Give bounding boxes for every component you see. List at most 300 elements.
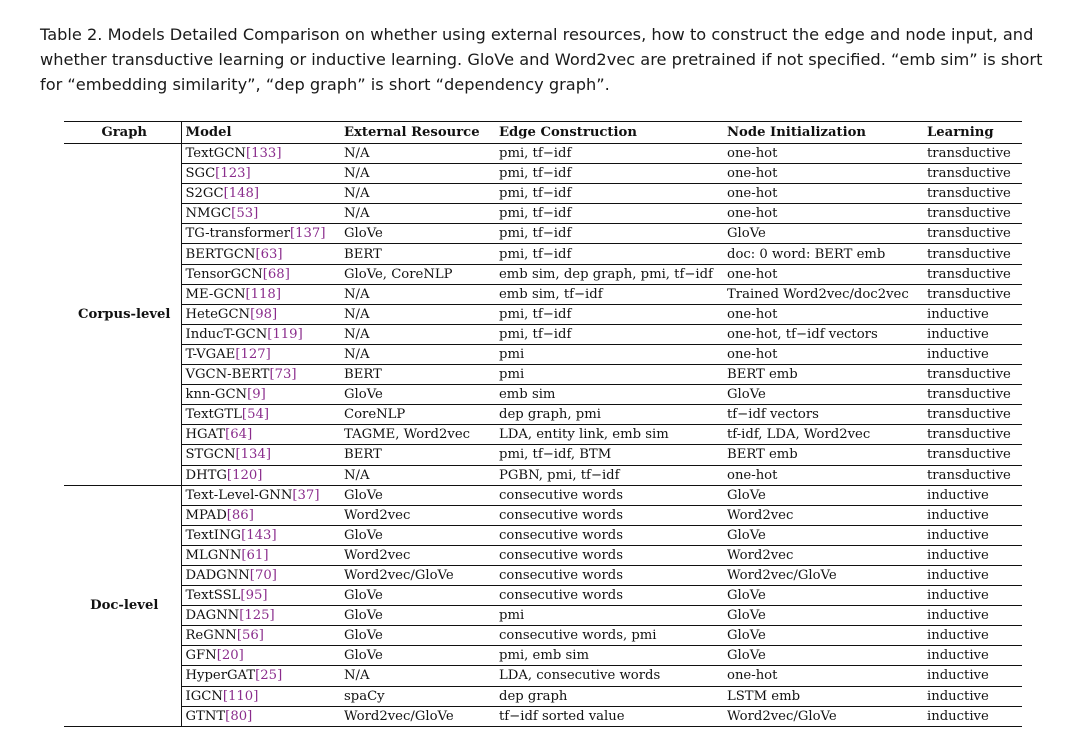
node-initialization-cell: Word2vec/GloVe: [723, 565, 923, 585]
model-name: BERTGCN: [185, 246, 256, 262]
table-row: [64, 344, 1022, 364]
citation-link[interactable]: 64: [230, 427, 248, 443]
table-row: [64, 525, 1022, 545]
citation-close-bracket: ]: [247, 427, 253, 443]
learning-cell: inductive: [923, 485, 1022, 505]
external-resource-cell: N/A: [340, 164, 495, 184]
header-node-initialization: Node Initialization: [723, 122, 923, 144]
external-resource-cell: BERT: [340, 445, 495, 465]
table-row: [64, 304, 1022, 324]
external-resource-cell: GloVe: [340, 525, 495, 545]
table-row: [64, 606, 1022, 626]
citation-link[interactable]: 127: [240, 346, 266, 362]
learning-cell: inductive: [923, 545, 1022, 565]
edge-construction-cell: pmi, emb sim: [495, 646, 723, 666]
table-caption: Table 2. Models Detailed Comparison on whether using external resources, how to construct the edge and node input, and whether transductive learning or inductive learning. GloVe and Word2vec are pretrained if not specified. “emb sim” is short for “embedding similarity”, “dep graph” is short “dependency graph”.: [40, 25, 1043, 94]
model-name: DADGNN: [185, 568, 250, 584]
edge-construction-cell: pmi: [495, 606, 723, 626]
external-resource-cell: GloVe: [340, 224, 495, 244]
citation-open-bracket: [: [247, 387, 253, 403]
table-row: [64, 365, 1022, 385]
citation-close-bracket: ]: [297, 326, 303, 342]
table-row: [64, 405, 1022, 425]
citation-link[interactable]: 134: [240, 447, 266, 463]
citation-close-bracket: ]: [253, 206, 259, 222]
table-row: [64, 646, 1022, 666]
learning-cell: inductive: [923, 686, 1022, 706]
model-cell: [181, 425, 340, 445]
model-name: GTNT: [185, 708, 226, 724]
node-initialization-cell: GloVe: [723, 586, 923, 606]
citation-close-bracket: ]: [265, 447, 271, 463]
model-cell: [181, 365, 340, 385]
citation-link[interactable]: 143: [246, 527, 272, 543]
citation-open-bracket: [: [241, 527, 247, 543]
node-initialization-cell: one-hot: [723, 264, 923, 284]
external-resource-cell: Word2vec/GloVe: [340, 706, 495, 726]
model-name: GFN: [185, 648, 217, 664]
node-initialization-cell: one-hot: [723, 144, 923, 164]
learning-cell: transductive: [923, 264, 1022, 284]
comparison-table: [64, 121, 1022, 727]
table-row: [64, 666, 1022, 686]
external-resource-cell: Word2vec: [340, 505, 495, 525]
model-name: Text-Level-GNN: [185, 487, 293, 503]
table-row: [64, 144, 1022, 164]
table-row: [64, 224, 1022, 244]
model-cell: [181, 485, 340, 505]
edge-construction-cell: dep graph, pmi: [495, 405, 723, 425]
model-name: DHTG: [185, 467, 227, 483]
node-initialization-cell: one-hot: [723, 465, 923, 485]
learning-cell: transductive: [923, 164, 1022, 184]
learning-cell: transductive: [923, 284, 1022, 304]
model-cell: [181, 405, 340, 425]
edge-construction-cell: pmi, tf−idf, BTM: [495, 445, 723, 465]
citation-open-bracket: [: [269, 367, 275, 383]
learning-cell: transductive: [923, 184, 1022, 204]
model-cell: [181, 586, 340, 606]
table-row: [64, 284, 1022, 304]
citation-close-bracket: ]: [247, 708, 253, 724]
external-resource-cell: BERT: [340, 244, 495, 264]
node-initialization-cell: tf-idf, LDA, Word2vec: [723, 425, 923, 445]
edge-construction-cell: LDA, entity link, emb sim: [495, 425, 723, 445]
citation-close-bracket: ]: [258, 628, 264, 644]
learning-cell: transductive: [923, 365, 1022, 385]
citation-open-bracket: [: [267, 326, 273, 342]
model-name: HyperGAT: [185, 668, 256, 684]
citation-open-bracket: [: [226, 507, 232, 523]
model-cell: [181, 525, 340, 545]
citation-link[interactable]: 61: [246, 547, 264, 563]
citation-open-bracket: [: [255, 246, 261, 262]
table-row: [64, 485, 1022, 505]
learning-cell: transductive: [923, 405, 1022, 425]
citation-open-bracket: [: [250, 306, 256, 322]
node-initialization-cell: one-hot: [723, 666, 923, 686]
node-initialization-cell: BERT emb: [723, 445, 923, 465]
table-row: [64, 204, 1022, 224]
citation-link[interactable]: 98: [255, 306, 273, 322]
node-initialization-cell: one-hot: [723, 184, 923, 204]
citation-close-bracket: ]: [271, 527, 277, 543]
node-initialization-cell: tf−idf vectors: [723, 405, 923, 425]
table-row: [64, 465, 1022, 485]
node-initialization-cell: GloVe: [723, 224, 923, 244]
table-row: [64, 706, 1022, 726]
external-resource-cell: N/A: [340, 184, 495, 204]
model-name: TextING: [185, 527, 242, 543]
model-cell: [181, 445, 340, 465]
citation-link[interactable]: 25: [260, 668, 278, 684]
edge-construction-cell: pmi, tf−idf: [495, 324, 723, 344]
citation-open-bracket: [: [255, 668, 261, 684]
model-cell: [181, 565, 340, 585]
external-resource-cell: N/A: [340, 144, 495, 164]
edge-construction-cell: pmi, tf−idf: [495, 144, 723, 164]
table-row: [64, 586, 1022, 606]
external-resource-cell: N/A: [340, 204, 495, 224]
model-name: IGCN: [185, 688, 223, 704]
citation-close-bracket: ]: [277, 246, 283, 262]
table-row: [64, 324, 1022, 344]
table-row: [64, 626, 1022, 646]
node-initialization-cell: GloVe: [723, 626, 923, 646]
citation-link[interactable]: 119: [272, 326, 298, 342]
model-name: T-VGAE: [185, 346, 236, 362]
node-initialization-cell: LSTM emb: [723, 686, 923, 706]
external-resource-cell: GloVe: [340, 385, 495, 405]
edge-construction-cell: pmi, tf−idf: [495, 204, 723, 224]
node-initialization-cell: Trained Word2vec/doc2vec: [723, 284, 923, 304]
model-name: NMGC: [185, 206, 232, 222]
model-cell: [181, 626, 340, 646]
model-name: S2GC: [185, 186, 224, 202]
citation-close-bracket: ]: [238, 648, 244, 664]
citation-close-bracket: ]: [262, 588, 268, 604]
model-name: SGC: [185, 166, 216, 182]
external-resource-cell: N/A: [340, 666, 495, 686]
node-initialization-cell: Word2vec/GloVe: [723, 706, 923, 726]
model-name: ReGNN: [185, 628, 237, 644]
citation-close-bracket: ]: [272, 306, 278, 322]
model-cell: [181, 465, 340, 485]
learning-cell: inductive: [923, 646, 1022, 666]
table-row: [64, 505, 1022, 525]
citation-close-bracket: ]: [320, 226, 326, 242]
edge-construction-cell: pmi, tf−idf: [495, 224, 723, 244]
model-cell: [181, 144, 340, 164]
citation-close-bracket: ]: [257, 467, 263, 483]
citation-close-bracket: ]: [284, 266, 290, 282]
model-name: MPAD: [185, 507, 227, 523]
external-resource-cell: Word2vec: [340, 545, 495, 565]
edge-construction-cell: pmi, tf−idf: [495, 244, 723, 264]
model-name: InducT-GCN: [185, 326, 268, 342]
citation-link[interactable]: 20: [221, 648, 239, 664]
edge-construction-cell: consecutive words: [495, 505, 723, 525]
edge-construction-cell: pmi: [495, 365, 723, 385]
citation-close-bracket: ]: [260, 387, 266, 403]
edge-construction-cell: pmi, tf−idf: [495, 164, 723, 184]
external-resource-cell: spaCy: [340, 686, 495, 706]
citation-close-bracket: ]: [265, 346, 271, 362]
model-cell: [181, 304, 340, 324]
model-cell: [181, 204, 340, 224]
node-initialization-cell: GloVe: [723, 646, 923, 666]
learning-cell: transductive: [923, 224, 1022, 244]
model-cell: [181, 666, 340, 686]
citation-link[interactable]: 125: [244, 608, 270, 624]
citation-link[interactable]: 37: [297, 487, 315, 503]
model-cell: [181, 505, 340, 525]
model-cell: [181, 324, 340, 344]
table-row: [64, 385, 1022, 405]
model-name: TextSSL: [185, 588, 241, 604]
learning-cell: transductive: [923, 465, 1022, 485]
external-resource-cell: TAGME, Word2vec: [340, 425, 495, 445]
node-initialization-cell: one-hot, tf−idf vectors: [723, 324, 923, 344]
edge-construction-cell: consecutive words: [495, 525, 723, 545]
table-body: [64, 144, 1022, 727]
citation-link[interactable]: 123: [220, 166, 246, 182]
external-resource-cell: N/A: [340, 324, 495, 344]
citation-link[interactable]: 118: [250, 286, 276, 302]
model-name: MLGNN: [185, 547, 242, 563]
citation-close-bracket: ]: [248, 507, 254, 523]
model-cell: [181, 706, 340, 726]
external-resource-cell: N/A: [340, 304, 495, 324]
model-name: TextGTL: [185, 407, 242, 423]
header-external-resource: External Resource: [340, 122, 495, 144]
table-row: [64, 425, 1022, 445]
citation-link[interactable]: 63: [260, 246, 278, 262]
citation-open-bracket: [: [290, 226, 296, 242]
node-initialization-cell: one-hot: [723, 164, 923, 184]
node-initialization-cell: one-hot: [723, 204, 923, 224]
table-row: [64, 264, 1022, 284]
node-initialization-cell: GloVe: [723, 385, 923, 405]
header-edge-construction: Edge Construction: [495, 122, 723, 144]
citation-open-bracket: [: [225, 427, 231, 443]
citation-open-bracket: [: [235, 447, 241, 463]
model-name: TextGCN: [185, 146, 246, 162]
learning-cell: inductive: [923, 525, 1022, 545]
model-name: TensorGCN: [185, 266, 263, 282]
citation-close-bracket: ]: [314, 487, 320, 503]
model-name: HeteGCN: [185, 306, 251, 322]
model-name: DAGNN: [185, 608, 240, 624]
citation-link[interactable]: 56: [242, 628, 259, 644]
external-resource-cell: N/A: [340, 344, 495, 364]
citation-open-bracket: [: [215, 166, 221, 182]
citation-link[interactable]: 54: [247, 407, 264, 423]
table-row: [64, 565, 1022, 585]
model-name: knn-GCN: [185, 387, 248, 403]
citation-link[interactable]: 80: [230, 708, 248, 724]
edge-construction-cell: pmi, tf−idf: [495, 184, 723, 204]
citation-link[interactable]: 137: [295, 226, 321, 242]
node-initialization-cell: one-hot: [723, 304, 923, 324]
citation-open-bracket: [: [245, 146, 252, 162]
citation-open-bracket: [: [292, 487, 298, 503]
citation-link[interactable]: 133: [251, 146, 277, 162]
citation-open-bracket: [: [262, 266, 268, 282]
citation-open-bracket: [: [249, 568, 255, 584]
model-cell: [181, 224, 340, 244]
citation-close-bracket: ]: [276, 146, 282, 162]
external-resource-cell: N/A: [340, 465, 495, 485]
citation-open-bracket: [: [236, 628, 243, 644]
external-resource-cell: GloVe: [340, 646, 495, 666]
citation-open-bracket: [: [231, 206, 237, 222]
citation-close-bracket: ]: [269, 608, 275, 624]
learning-cell: transductive: [923, 425, 1022, 445]
node-initialization-cell: BERT emb: [723, 365, 923, 385]
model-name: ME-GCN: [185, 286, 246, 302]
citation-open-bracket: [: [241, 547, 247, 563]
learning-cell: transductive: [923, 445, 1022, 465]
citation-close-bracket: ]: [271, 568, 277, 584]
citation-open-bracket: [: [239, 608, 245, 624]
external-resource-cell: GloVe: [340, 626, 495, 646]
citation-close-bracket: ]: [263, 407, 269, 423]
node-initialization-cell: GloVe: [723, 606, 923, 626]
edge-construction-cell: PGBN, pmi, tf−idf: [495, 465, 723, 485]
citation-close-bracket: ]: [277, 668, 283, 684]
edge-construction-cell: consecutive words: [495, 545, 723, 565]
external-resource-cell: GloVe: [340, 485, 495, 505]
group-label: Corpus-level: [64, 144, 181, 486]
external-resource-cell: N/A: [340, 284, 495, 304]
citation-open-bracket: [: [216, 648, 222, 664]
citation-close-bracket: ]: [253, 186, 260, 202]
citation-link[interactable]: 86: [231, 507, 249, 523]
edge-construction-cell: emb sim, tf−idf: [495, 284, 723, 304]
model-cell: [181, 646, 340, 666]
edge-construction-cell: consecutive words, pmi: [495, 626, 723, 646]
model-cell: [181, 344, 340, 364]
model-cell: [181, 284, 340, 304]
citation-close-bracket: ]: [253, 688, 259, 704]
header-model: Model: [181, 122, 340, 144]
learning-cell: transductive: [923, 244, 1022, 264]
model-name: VGCN-BERT: [185, 367, 270, 383]
citation-open-bracket: [: [240, 588, 246, 604]
edge-construction-cell: pmi, tf−idf: [495, 304, 723, 324]
learning-cell: inductive: [923, 626, 1022, 646]
model-cell: [181, 686, 340, 706]
citation-open-bracket: [: [222, 688, 229, 704]
citation-link[interactable]: 68: [267, 266, 285, 282]
node-initialization-cell: one-hot: [723, 344, 923, 364]
learning-cell: inductive: [923, 586, 1022, 606]
citation-open-bracket: [: [235, 346, 241, 362]
node-initialization-cell: Word2vec: [723, 545, 923, 565]
edge-construction-cell: consecutive words: [495, 586, 723, 606]
citation-link[interactable]: 110: [228, 688, 254, 704]
model-cell: [181, 164, 340, 184]
node-initialization-cell: Word2vec: [723, 505, 923, 525]
node-initialization-cell: GloVe: [723, 525, 923, 545]
node-initialization-cell: GloVe: [723, 485, 923, 505]
citation-link[interactable]: 70: [254, 568, 272, 584]
citation-open-bracket: [: [225, 708, 231, 724]
model-cell: [181, 184, 340, 204]
edge-construction-cell: dep graph: [495, 686, 723, 706]
citation-open-bracket: [: [223, 186, 229, 202]
group-label: Doc-level: [64, 485, 181, 726]
learning-cell: inductive: [923, 505, 1022, 525]
model-name: TG-transformer: [185, 226, 290, 242]
external-resource-cell: BERT: [340, 365, 495, 385]
model-cell: [181, 545, 340, 565]
external-resource-cell: GloVe, CoreNLP: [340, 264, 495, 284]
edge-construction-cell: pmi: [495, 344, 723, 364]
citation-close-bracket: ]: [245, 166, 251, 182]
model-cell: [181, 244, 340, 264]
learning-cell: inductive: [923, 666, 1022, 686]
external-resource-cell: GloVe: [340, 606, 495, 626]
table-row: [64, 244, 1022, 264]
learning-cell: inductive: [923, 606, 1022, 626]
learning-cell: inductive: [923, 344, 1022, 364]
citation-close-bracket: ]: [263, 547, 269, 563]
learning-cell: inductive: [923, 565, 1022, 585]
learning-cell: transductive: [923, 204, 1022, 224]
learning-cell: inductive: [923, 304, 1022, 324]
citation-link[interactable]: 53: [236, 206, 254, 222]
header-row: [64, 122, 1022, 144]
model-name: HGAT: [185, 427, 226, 443]
citation-link[interactable]: 120: [232, 467, 258, 483]
table-row: [64, 686, 1022, 706]
table-row: [64, 445, 1022, 465]
external-resource-cell: Word2vec/GloVe: [340, 565, 495, 585]
header-learning: Learning: [923, 122, 1022, 144]
citation-close-bracket: ]: [275, 286, 281, 302]
edge-construction-cell: emb sim: [495, 385, 723, 405]
edge-construction-cell: emb sim, dep graph, pmi, tf−idf: [495, 264, 723, 284]
citation-link[interactable]: 9: [252, 387, 261, 403]
citation-close-bracket: ]: [291, 367, 297, 383]
external-resource-cell: CoreNLP: [340, 405, 495, 425]
edge-construction-cell: LDA, consecutive words: [495, 666, 723, 686]
model-cell: [181, 606, 340, 626]
citation-link[interactable]: 73: [274, 367, 292, 383]
model-cell: [181, 385, 340, 405]
table-row: [64, 184, 1022, 204]
edge-construction-cell: tf−idf sorted value: [495, 706, 723, 726]
external-resource-cell: GloVe: [340, 586, 495, 606]
citation-open-bracket: [: [241, 407, 248, 423]
table-row: [64, 545, 1022, 565]
citation-open-bracket: [: [245, 286, 251, 302]
edge-construction-cell: consecutive words: [495, 565, 723, 585]
edge-construction-cell: consecutive words: [495, 485, 723, 505]
table-row: [64, 164, 1022, 184]
learning-cell: inductive: [923, 706, 1022, 726]
model-cell: [181, 264, 340, 284]
citation-link[interactable]: 95: [245, 588, 263, 604]
citation-link[interactable]: 148: [228, 186, 254, 202]
learning-cell: transductive: [923, 385, 1022, 405]
citation-open-bracket: [: [226, 467, 233, 483]
learning-cell: inductive: [923, 324, 1022, 344]
learning-cell: transductive: [923, 144, 1022, 164]
node-initialization-cell: doc: 0 word: BERT emb: [723, 244, 923, 264]
